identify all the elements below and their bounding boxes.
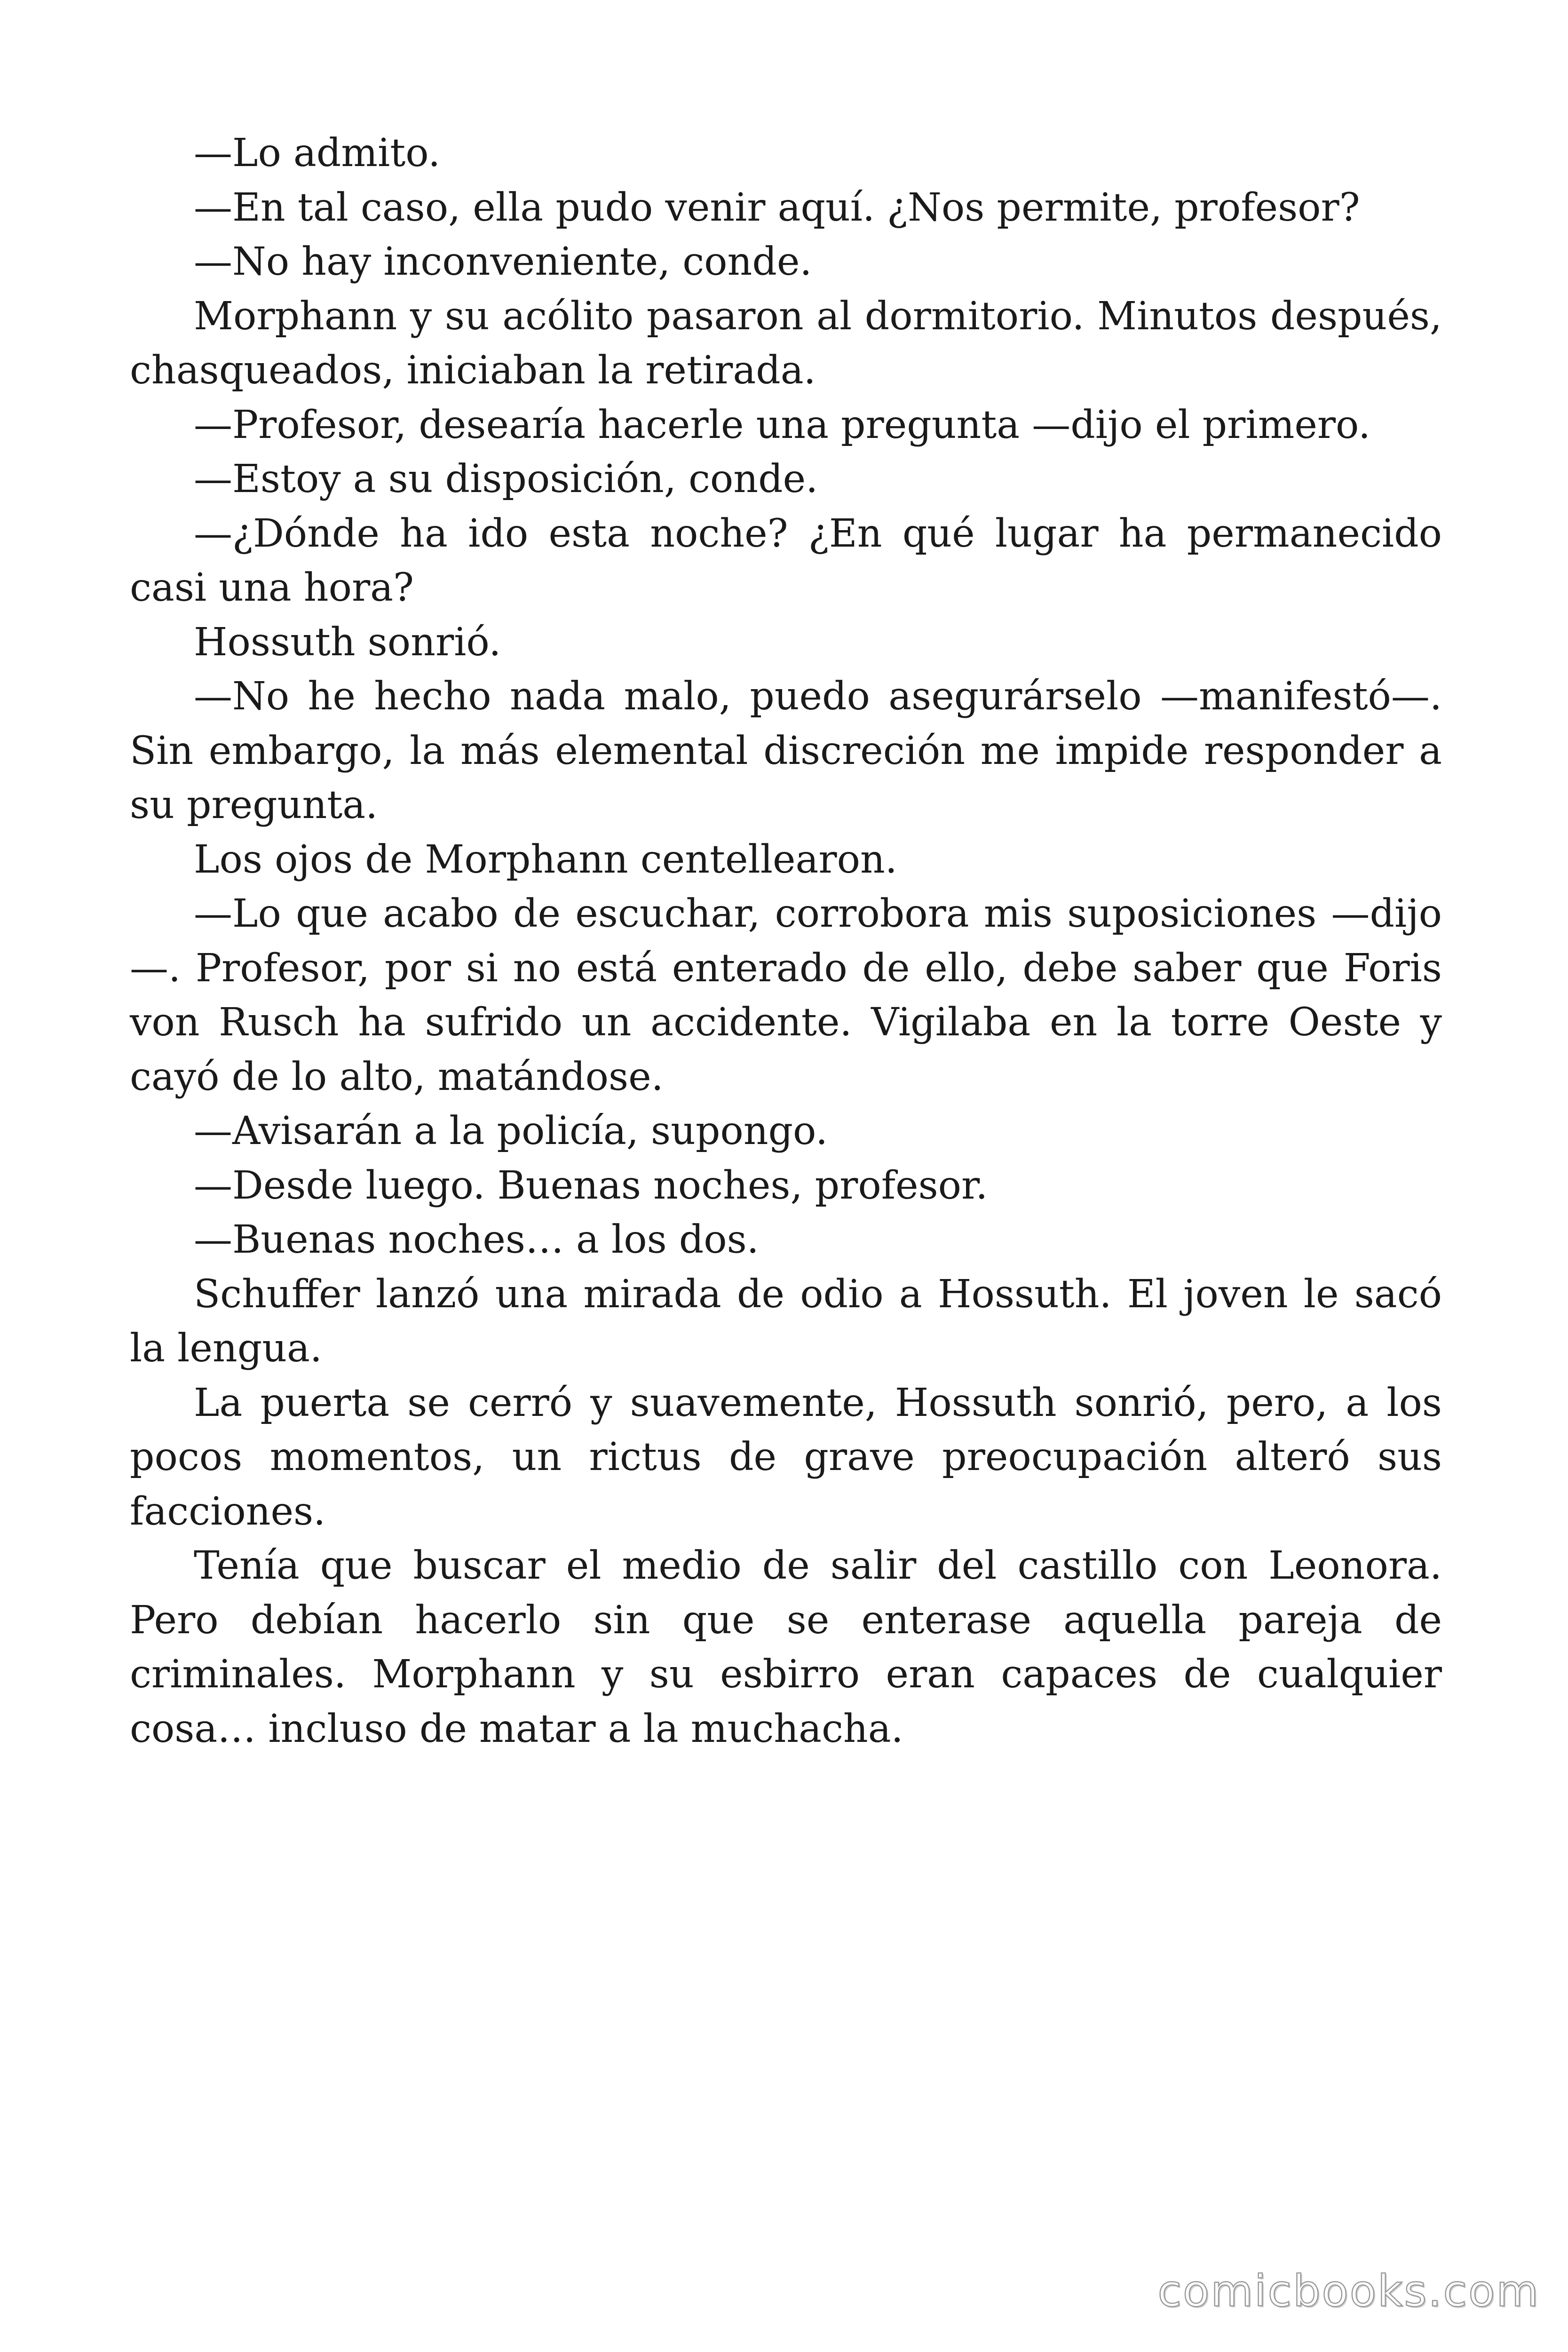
paragraph-11: —Lo que acabo de escuchar, corrobora mis suposiciones —dijo —. Profesor, por si no está enterado de ello, debe saber que Foris von Rusch ha sufrido un accidente. Vigilaba en la torre Oeste y cayó de lo alto, matándose.	[130, 891, 1442, 1099]
paragraph-1: —Lo admito.	[194, 131, 441, 175]
page-text	[130, 126, 1442, 1756]
watermark: comicbooks.com	[1157, 2266, 1540, 2316]
paragraph-13: —Desde luego. Buenas noches, profesor.	[194, 1163, 988, 1208]
paragraph-9: —No he hecho nada malo, puedo asegurárselo —manifestó—. Sin embargo, la más elemental discreción me impide responder a su pregunta.	[130, 674, 1442, 827]
paragraph-15: Schuffer lanzó una mirada de odio a Hossuth. El joven le sacó la lengua.	[130, 1271, 1442, 1371]
paragraph-7: —¿Dónde ha ido esta noche? ¿En qué lugar ha permanecido casi una hora?	[130, 511, 1442, 610]
paragraph-12: —Avisarán a la policía, supongo.	[194, 1109, 828, 1153]
paragraph-2: —En tal caso, ella pudo venir aquí. ¿Nos permite, profesor?	[194, 185, 1360, 230]
paragraph-16: La puerta se cerró y suavemente, Hossuth sonrió, pero, a los pocos momentos, un rictus de grave preocupación alteró sus facciones.	[130, 1380, 1442, 1534]
paragraph-14: —Buenas noches… a los dos.	[194, 1217, 759, 1262]
paragraph-8: Hossuth sonrió.	[194, 620, 501, 665]
paragraph-4: Morphann y su acólito pasaron al dormitorio. Minutos después, chasqueados, iniciaban la retirada.	[130, 294, 1442, 393]
paragraph-10: Los ojos de Morphann centellearon.	[194, 837, 897, 882]
paragraph-5: —Profesor, desearía hacerle una pregunta —dijo el primero.	[194, 402, 1371, 447]
paragraph-17: Tenía que buscar el medio de salir del castillo con Leonora. Pero debían hacerlo sin que se enterase aquella pareja de criminales. Morphann y su esbirro eran capaces de cualquier cosa… incluso de matar a la muchacha.	[130, 1543, 1442, 1751]
paragraph-6: —Estoy a su disposición, conde.	[194, 457, 818, 501]
paragraph-3: —No hay inconveniente, conde.	[194, 239, 812, 284]
